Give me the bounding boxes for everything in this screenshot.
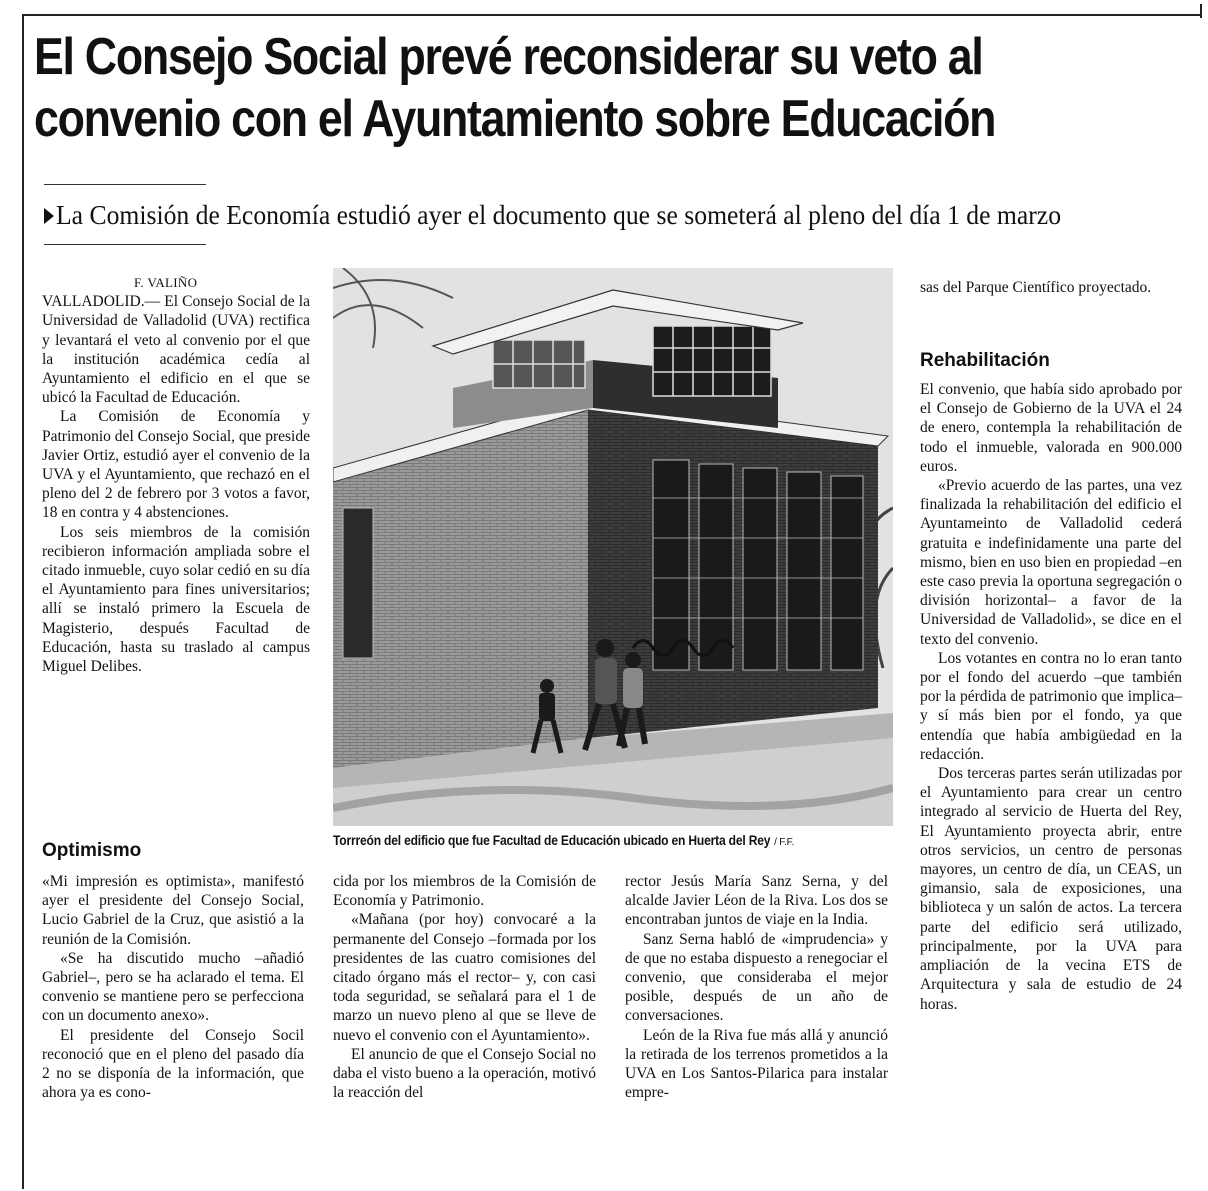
col2-paragraph-3: El anuncio de que el Consejo Social no daba el visto bueno a la operación, motivó la reacción del: [333, 1045, 596, 1102]
headline: [34, 26, 1032, 150]
subheadline: [44, 200, 1114, 231]
building-photo-illustration: [333, 268, 893, 826]
headline-line-1: El Consejo Social prevé reconsiderar su veto al: [34, 28, 983, 86]
bullet-triangle-icon: [44, 208, 54, 224]
col1-paragraph-2: La Comisión de Economía y Patrimonio del Consejo Social, que preside Javier Ortiz, estudió ayer el convenio de la UVA y el Ayuntamiento, que rechazó en el pleno del 2 de febrero por 3 votos a favor, 18 en contra y 4 abstenciones.: [42, 408, 310, 522]
col3-paragraph-3: León de la Riva fue más allá y anunció la retirada de los terrenos prometidos a la UVA en Los Santos-Pilarica para instalar empre-: [625, 1026, 888, 1102]
col3-paragraph-2: Sanz Serna habló de «imprudencia» y de que no estaba dispuesto a renegociar el convenio, que consideraba el mejor posible, después de un año de conversaciones.: [625, 930, 888, 1025]
photo-caption-text: Torrreón del edificio que fue Facultad de Educación ubicado en Huerta del Rey: [333, 833, 771, 848]
column-1-top: [42, 273, 310, 676]
col2-paragraph-2: «Mañana (por hoy) convocaré a la permanente del Consejo –formada por los presidentes de las cuatro comisiones del citado órgano más el rector– y, con casi toda seguridad, se señalará para el 1 de marzo un nuevo pleno al que se lleve de nuevo el convenio con el Ayuntamiento».: [333, 911, 596, 1044]
frame-top-border: [22, 14, 1200, 16]
subhead-rule-top: [44, 184, 206, 185]
col1-paragraph-1: VALLADOLID.— El Consejo Social de la Universidad de Valladolid (UVA) rectifica y levantará el veto al convenio por el que la institución académica cedía al Ayuntamiento el edificio en el que se ubicó la Facultad de Educación.: [42, 293, 310, 407]
section-heading-optimismo: Optimismo: [42, 840, 142, 861]
column-1-bottom: [42, 872, 304, 1102]
headline-line-2: convenio con el Ayuntamiento sobre Educación: [34, 90, 996, 148]
building-photo: [333, 268, 893, 826]
col1b-paragraph-2: «Se ha discutido mucho –añadió Gabriel–, pero se ha aclarado el tema. El convenio se mantiene pero se perfecciona con un documento anexo».: [42, 949, 304, 1025]
col1b-paragraph-3: El presidente del Consejo Socil reconoció que en el pleno del pasado día 2 no se disponía de la información, que ahora ya es cono-: [42, 1026, 304, 1102]
photo-credit: / F.F.: [774, 837, 795, 848]
col1b-paragraph-1: «Mi impresión es optimista», manifestó ayer el presidente del Consejo Social, Lucio Gabriel de la Cruz, que asistió a la reunión de la Comisión.: [42, 873, 304, 948]
subhead-rule-bottom: [44, 244, 206, 245]
col4-paragraph-1: El convenio, que había sido aprobado por el Consejo de Gobierno de la UVA el 24 de enero, contempla la rehabilitación de todo el inmueble, valorada en 900.000 euros.: [920, 381, 1182, 475]
column-4: [920, 380, 1182, 1014]
col4-paragraph-2: «Previo acuerdo de las partes, una vez finalizada la rehabilitación del edificio el Ayuntameinto de Valladolid cederá gratuita e indefinidamente una parte del mismo, bien en uso bien en propiedad –en este caso previa la oportuna segregación o división horizontal– a favor de la Universidad de Valladolid», se dice en el texto del convenio.: [920, 477, 1182, 648]
col4-paragraph-3: Los votantes en contra no lo eran tanto por el fondo del acuerdo –que también por la pérdida de patrimonio que implica– y sí más bien por el fondo, ya que entendía que había ambigüedad en la redacción.: [920, 649, 1182, 763]
frame-right-border: [1200, 4, 1202, 18]
subheadline-text: La Comisión de Economía estudió ayer el documento que se someterá al pleno del día 1 de marzo: [56, 200, 1062, 230]
col4-paragraph-4: Dos terceras partes serán utilizadas por el Ayuntamiento para crear un centro integrado al servicio de Huerta del Rey, El Ayuntamiento proyecta abrir, entre otros servicios, un centro de personas mayores, un centro de día, un CEAS, un gimansio, sala de exposiciones, una biblioteca y un salón de actos. La tercera parte del edificio será utilizado, principalmente, por la UVA para ampliación de la vecina ETS de Arquitectura y sala de estudio de 24 horas.: [920, 765, 1182, 1013]
section-heading-rehabilitacion: Rehabilitación: [920, 350, 1050, 371]
byline: F. VALIÑO: [134, 275, 198, 290]
column-2: [333, 872, 596, 1102]
col4-paragraph-0: sas del Parque Científico proyectado.: [920, 279, 1152, 296]
column-3: [625, 872, 888, 1102]
col3-paragraph-1: rector Jesús María Sanz Serna, y del alcalde Javier Léon de la Riva. Los dos se encontraban juntos de viaje en la India.: [625, 873, 888, 929]
frame-left-border: [22, 14, 24, 1189]
column-4-top: [920, 278, 1182, 297]
photo-caption: [333, 833, 903, 848]
col1-paragraph-3: Los seis miembros de la comisión recibieron información ampliada sobre el citado inmueble, cuyo solar cedió en su día el Ayuntamiento para fines universitarios; allí se instaló primero la Escuela de Magisterio, después Facultad de Educación, hasta su traslado al campus Miguel Delibes.: [42, 523, 310, 676]
col2-paragraph-1: cida por los miembros de la Comisión de Economía y Patrimonio.: [333, 873, 596, 910]
